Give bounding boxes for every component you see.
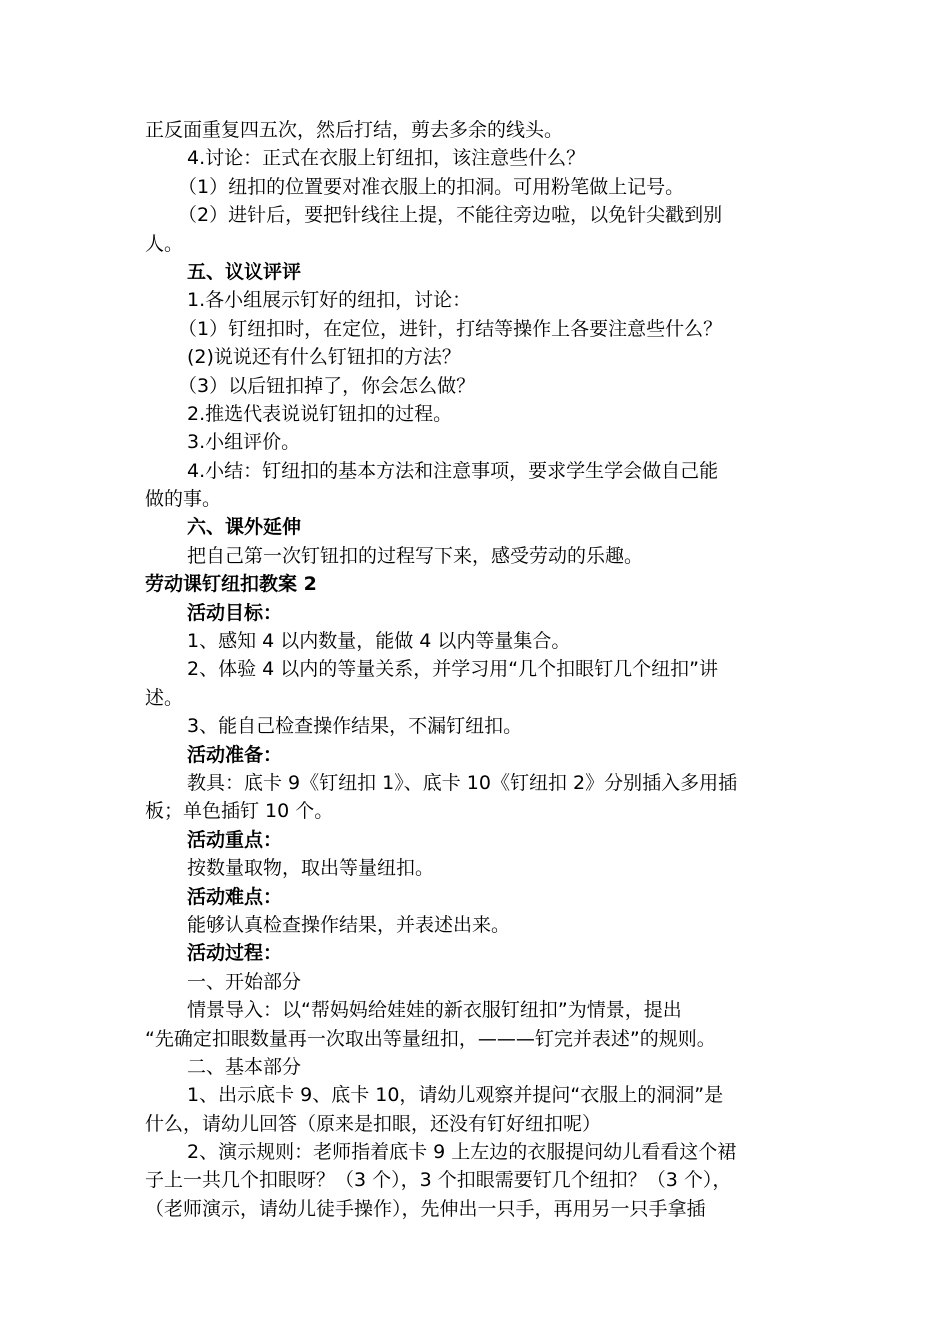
text-line: 把自己第一次钉钮扣的过程写下来，感受劳动的乐趣。 (187, 544, 644, 567)
text-line: 正反面重复四五次，然后打结，剪去多余的线头。 (145, 119, 564, 141)
text-line: （老师演示，请幼儿徒手操作），先伸出一只手，再用另一只手拿插 (145, 1197, 706, 1220)
section-heading: 活动目标： (187, 601, 283, 624)
text-line: 子上一共几个扣眼呀？（3 个），3 个扣眼需要钉几个纽扣？（3 个）， (145, 1169, 732, 1192)
section-heading: 劳动课钉纽扣教案 2 (145, 573, 317, 596)
text-line: （1）钉纽扣时，在定位，进针，打结等操作上各要注意些什么？ (178, 317, 723, 340)
text-line: 1.各小组展示钉好的纽扣，讨论： (187, 289, 472, 312)
text-line: 2.推选代表说说钉钮扣的过程。 (187, 402, 453, 425)
document-body (145, 116, 810, 1223)
text-line: “先确定扣眼数量再一次取出等量纽扣，———钉完并表述”的规则。 (145, 1027, 716, 1050)
text-line: 教具：底卡 9《钉纽扣 1》、底卡 10《钉纽扣 2》分别插入多用插 (187, 771, 738, 794)
section-heading: 活动过程： (187, 942, 283, 965)
text-line: 2、体验 4 以内的等量关系，并学习用“几个扣眼钉几个纽扣”讲 (187, 658, 718, 681)
text-line: 3、能自己检查操作结果，不漏钉纽扣。 (187, 715, 523, 738)
section-heading: 六、课外延伸 (187, 516, 302, 539)
text-line: 按数量取物，取出等量纽扣。 (187, 857, 435, 880)
section-heading: 五、议议评评 (187, 260, 302, 283)
text-line: 4.讨论：正式在衣服上钉纽扣，该注意些什么？ (187, 147, 586, 170)
text-line: 一、开始部分 (187, 970, 302, 993)
text-line: 3.小组评价。 (187, 431, 301, 454)
text-line: 4.小结：钉纽扣的基本方法和注意事项，要求学生学会做自己能 (187, 459, 719, 482)
text-line: 述。 (145, 686, 184, 709)
text-line: 什么，请幼儿回答（原来是扣眼，还没有钉好纽扣呢） (145, 1112, 602, 1135)
text-line: 能够认真检查操作结果，并表述出来。 (187, 913, 511, 936)
section-heading: 活动重点： (187, 828, 283, 851)
text-line: （3）以后钮扣掉了，你会怎么做？ (178, 374, 476, 397)
text-line: 情景导入：以“帮妈妈给娃娃的新衣服钉纽扣”为情景，提出 (187, 999, 682, 1022)
text-line: 人。 (145, 232, 184, 255)
text-line: （1）纽扣的位置要对准衣服上的扣洞。可用粉笔做上记号。 (178, 175, 685, 198)
text-line: 2、演示规则：老师指着底卡 9 上左边的衣服提问幼儿看看这个裙 (187, 1141, 737, 1164)
section-heading: 活动准备： (187, 743, 283, 766)
text-line: 1、出示底卡 9、底卡 10，请幼儿观察并提问“衣服上的洞洞”是 (187, 1084, 724, 1107)
text-line: (2)说说还有什么钉钮扣的方法？ (187, 346, 461, 369)
text-line: 板；单色插钉 10 个。 (145, 800, 334, 823)
text-line: 做的事。 (145, 488, 222, 511)
text-line: 二、基本部分 (187, 1055, 302, 1078)
text-line: 1、感知 4 以内数量，能做 4 以内等量集合。 (187, 630, 571, 653)
section-heading: 活动难点： (187, 885, 283, 908)
text-line: （2）进针后，要把针线往上提，不能往旁边啦，以免针尖戳到别 (178, 204, 723, 227)
